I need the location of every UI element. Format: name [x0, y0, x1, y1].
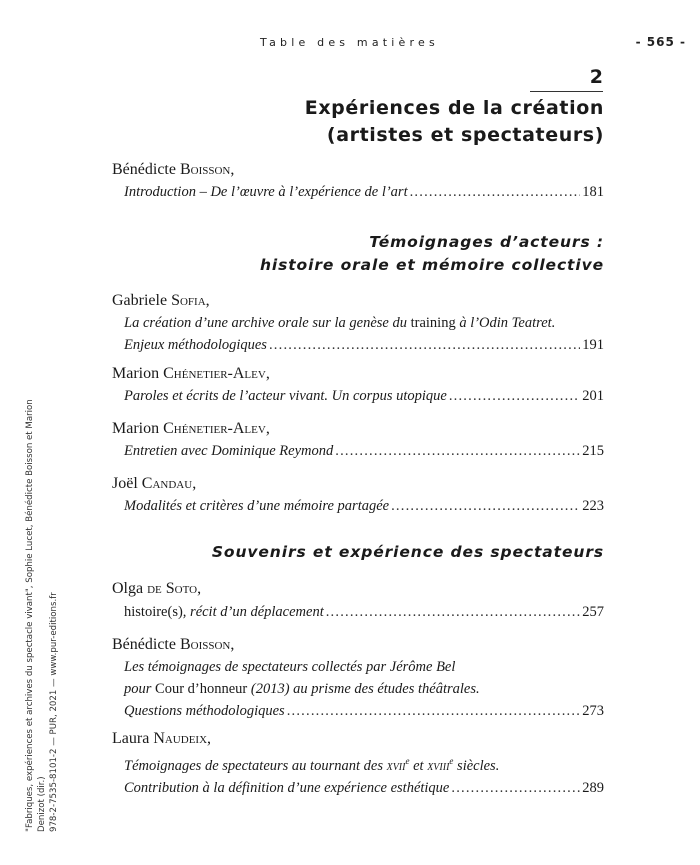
author-chenetier-1: Marion Chénetier-Alev,: [112, 365, 270, 382]
author-boisson-2: Bénédicte Boisson,: [112, 636, 235, 653]
author-naudeix: Laura Naudeix,: [112, 730, 212, 747]
part-title-line-2: (artistes et spectateurs): [326, 124, 604, 146]
page-ref: 181: [582, 184, 604, 200]
page-ref: 215: [582, 443, 604, 459]
running-head: Table des matières: [260, 36, 439, 49]
part-title: [305, 95, 604, 149]
section-title-souvenirs: Souvenirs et expérience des spectateurs: [211, 543, 604, 561]
toc-entry-naudeix[interactable]: Témoignages de spectateurs au tournant des xvii$^e$ et xviii$^e$ siècles. Contribution à la définition d’une expérience esthétique ..... 289: [124, 750, 604, 799]
page-ref: 273: [582, 703, 604, 719]
author-sofia: Gabriele Sofia,: [112, 292, 210, 309]
toc-entry-bel[interactable]: Les témoignages de spectateurs collectés par Jérôme Bel pour Cour d’honneur (2013) au prisme des études théâtrales. Questions méthodologiques ..... 273: [124, 656, 604, 722]
author-candau: Joël Candau,: [112, 475, 197, 492]
toc-entry-histoires[interactable]: histoire(s), récit d’un déplacement ..... 257: [124, 601, 604, 623]
toc-entry-sofia[interactable]: La création d’une archive orale sur la genèse du training à l’Odin Teatret. Enjeux méthodologiques ..... 191: [124, 312, 604, 356]
part-number: 2: [589, 66, 603, 88]
sidebar-credit-line-2: 978-2-7535-8101-2 — PUR, 2021 — www.pur-editions.fr: [49, 592, 59, 832]
toc-entry-modalites[interactable]: Modalités et critères d’une mémoire partagée ..... 223: [124, 495, 604, 517]
author-chenetier-2: Marion Chénetier-Alev,: [112, 420, 270, 437]
sidebar-credit-line-1: "Fabriques, expériences et archives du spectacle vivant", Sophie Lucet, Bénédicte Boisson et Marion Denizot (dir.): [25, 399, 47, 832]
author-intro: Bénédicte Boisson,: [112, 161, 235, 178]
toc-entry-paroles[interactable]: Paroles et écrits de l’acteur vivant. Un corpus utopique ..... 201: [124, 385, 604, 407]
page-ref: 223: [582, 498, 604, 514]
part-rule: [530, 91, 603, 92]
part-title-line-1: Expériences de la création: [304, 97, 604, 119]
page-ref: 191: [582, 337, 604, 353]
author-de-soto: Olga de Soto,: [112, 580, 202, 597]
page-number: - 565 -: [635, 35, 686, 49]
page-ref: 289: [582, 779, 604, 796]
page-ref: 257: [582, 604, 604, 620]
section-title-temoignages: Témoignages d’acteurs : histoire orale et mémoire collective: [259, 233, 604, 274]
toc-entry-intro[interactable]: Introduction – De l’œuvre à l’expérience de l’art ..... 181: [124, 181, 604, 203]
toc-entry-entretien[interactable]: Entretien avec Dominique Reymond ..... 215: [124, 440, 604, 462]
page-ref: 201: [582, 388, 604, 404]
sidebar-credit: [24, 372, 64, 832]
